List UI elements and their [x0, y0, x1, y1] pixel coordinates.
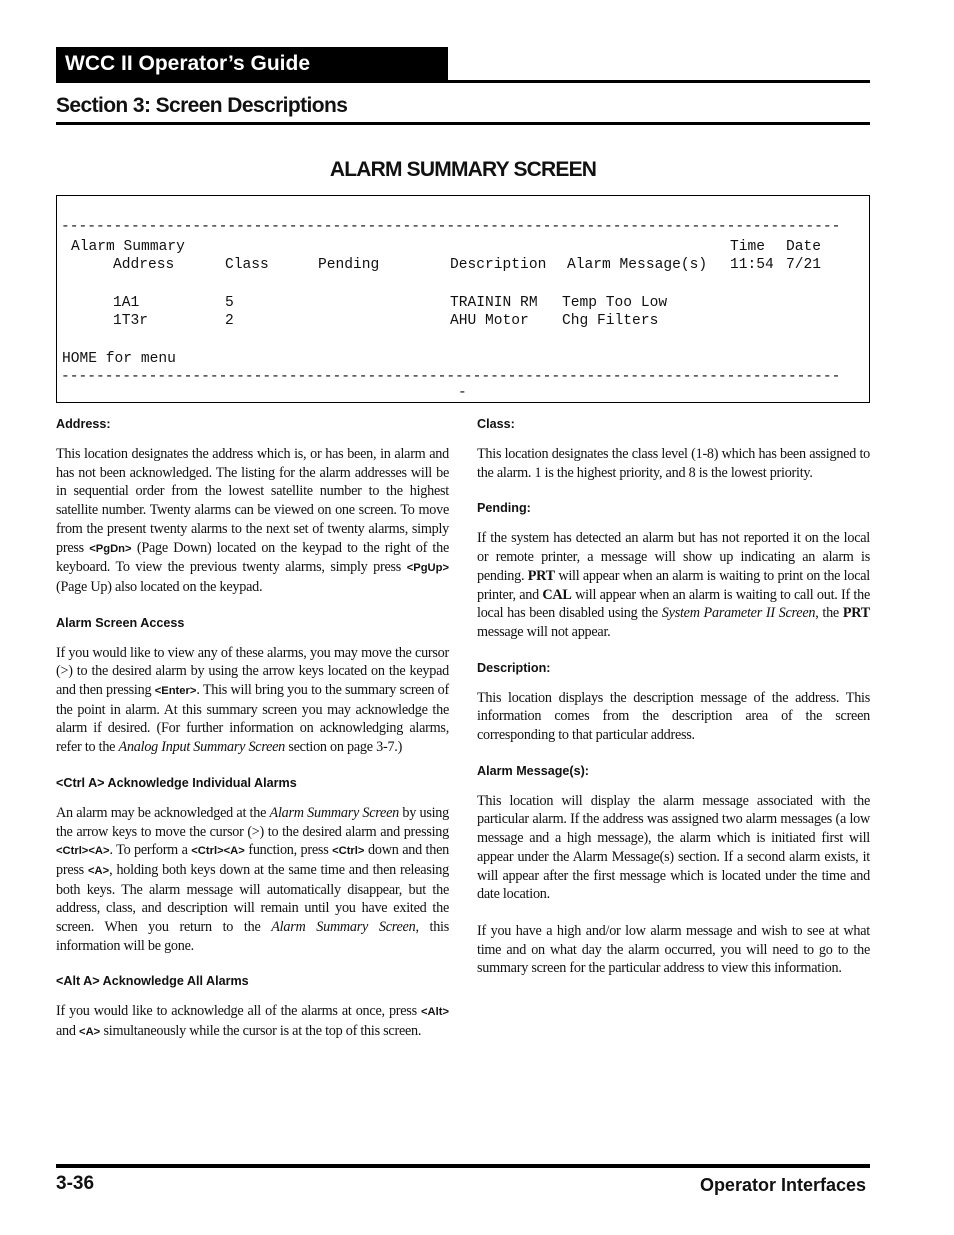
pgdn-key: <PgDn>	[89, 542, 132, 555]
alarm-row-address[interactable]: 1A1	[113, 295, 140, 311]
description-heading: Description:	[477, 660, 551, 675]
class-paragraph: This location designates the class level (1-8) which has been assigned to the alarm. 1 is the highest priority, and 8 is the lowest priority.	[477, 446, 870, 481]
section-title: Section 3: Screen Descriptions	[56, 94, 348, 117]
terminal-col-description: Description	[450, 257, 547, 273]
page-number: 3-36	[56, 1173, 95, 1194]
terminal-col-messages: Alarm Message(s)	[567, 257, 708, 273]
terminal-col-class: Class	[225, 257, 269, 273]
terminal-home-hint: HOME for menu	[62, 351, 176, 367]
description-paragraph: This location displays the description message of the address. This information comes from the description area of the screen corresponding to that particular address.	[477, 689, 870, 744]
alarm-summary-terminal	[56, 195, 870, 403]
alarm-row-address[interactable]: 1T3r	[113, 313, 149, 329]
header-rule	[56, 80, 870, 83]
terminal-title: Alarm Summary	[71, 239, 185, 255]
alarm-screen-access-heading: Alarm Screen Access	[56, 615, 185, 630]
enter-key: <Enter>	[154, 685, 197, 698]
alarm-row-class: 5	[225, 295, 234, 311]
a-key: <A>	[87, 864, 110, 877]
terminal-col-address: Address	[113, 257, 175, 273]
terminal-date-label: Date	[786, 239, 822, 255]
terminal-time-value: 11:54	[730, 257, 774, 273]
alarm-row-description: AHU Motor	[450, 313, 529, 329]
terminal-rule-bottom: -----------------------------------------------------------------------------------------	[61, 369, 841, 385]
alarm-messages-heading: Alarm Message(s):	[477, 763, 589, 778]
guide-title-banner: WCC II Operator’s Guide	[56, 47, 448, 81]
terminal-date-value: 7/21	[786, 257, 822, 273]
right-column	[477, 414, 870, 978]
section-rule	[56, 122, 870, 125]
ctrl-a-paragraph: An alarm may be acknowledged at the Alarm Summary Screen by using the arrow keys to move the cursor (>) to the desired alarm and pressing <Ctrl><A>. To perform a <Ctrl><A> function, press <Ctrl> down and then press <A>, holding both keys down at the same time and then releasing both keys. The alarm message will automatically disappear, but the address, class, and description will remain until you have exited the screen. When you return to the Alarm Summary Screen, this information will be gone.	[56, 804, 449, 954]
alarm-messages-paragraph: This location will display the alarm message associated with the particular alarm. If the address was assigned two alarm messages (a low message and a high message), the alarm which is initiated first will appear under the Alarm Message(s) section. If a second alarm exists, it will appear after the first message which is located under the time and date location.	[477, 792, 870, 903]
terminal-col-pending: Pending	[318, 257, 380, 273]
address-heading: Address:	[56, 417, 111, 431]
alarm-time-paragraph: If you have a high and/or low alarm message and wish to see at what time and on what day the alarm occurred, you will need to go to the summary screen for the particular address to view this information.	[477, 922, 870, 977]
left-column	[56, 414, 449, 1042]
ctrl-key: <Ctrl>	[332, 845, 365, 858]
terminal-rule-top: -----------------------------------------------------------------------------------------	[61, 219, 841, 235]
footer-rule	[56, 1164, 870, 1168]
alt-a-heading: <Alt A> Acknowledge All Alarms	[56, 974, 249, 989]
alarm-screen-access-paragraph: If you would like to view any of these alarms, you may move the cursor (>) to the desired alarm by using the arrow keys located on the keypad and then pressing <Enter>. This will bring you to the summary screen of the point in alarm. At this summary screen you may acknowledge the alarm if desired. (For further information on acknowledging alarms, refer to the Analog Input Summary Screen section on page 3-7.)	[56, 644, 449, 756]
alarm-row-description: TRAININ RM	[450, 295, 538, 311]
footer-title: Operator Interfaces	[699, 1175, 866, 1195]
pending-heading: Pending:	[477, 501, 531, 516]
terminal-time-label: Time	[730, 239, 766, 255]
alarm-row-message: Chg Filters	[562, 313, 659, 329]
ctrl-a-key: <Ctrl><A>	[56, 845, 110, 858]
ctrl-a-heading: <Ctrl A> Acknowledge Individual Alarms	[56, 775, 297, 790]
alt-key: <Alt>	[421, 1006, 449, 1019]
a-key: <A>	[79, 1026, 101, 1039]
alt-a-paragraph: If you would like to acknowledge all of the alarms at once, press <Alt> and <A> simultaneously while the cursor is at the top of this screen.	[56, 1003, 449, 1040]
class-heading: Class:	[477, 417, 515, 431]
alarm-row-message: Temp Too Low	[562, 295, 668, 311]
screen-heading: ALARM SUMMARY SCREEN	[329, 158, 597, 181]
pending-paragraph: If the system has detected an alarm but has not reported it on the local or remote printer, a message will show up indicating an alarm is pending. PRT will appear when an alarm is waiting to print on the local printer, and CAL will appear when an alarm is waiting to call out. If the local has been disabled using the System Parameter II Screen, the PRT message will not appear.	[477, 530, 871, 640]
ctrl-a-key: <Ctrl><A>	[191, 845, 245, 858]
terminal-cursor-mark: -	[458, 385, 467, 401]
alarm-row-class: 2	[225, 313, 234, 329]
address-paragraph: This location designates the address which is, or has been, in alarm and has not been acknowledged. The listing for the alarm addresses will be in sequential order from the lowest satellite number to the highest satellite number. Twenty alarms can be viewed on one screen. To move from the present twenty alarms to the next set of twenty alarms, simply press <PgDn> (Page Down) located on the keypad to the right of the keyboard. To view the previous twenty alarms, simply press <PgUp> (Page Up) also located on the keypad.	[56, 446, 449, 595]
pgup-key: <PgUp>	[406, 562, 449, 575]
